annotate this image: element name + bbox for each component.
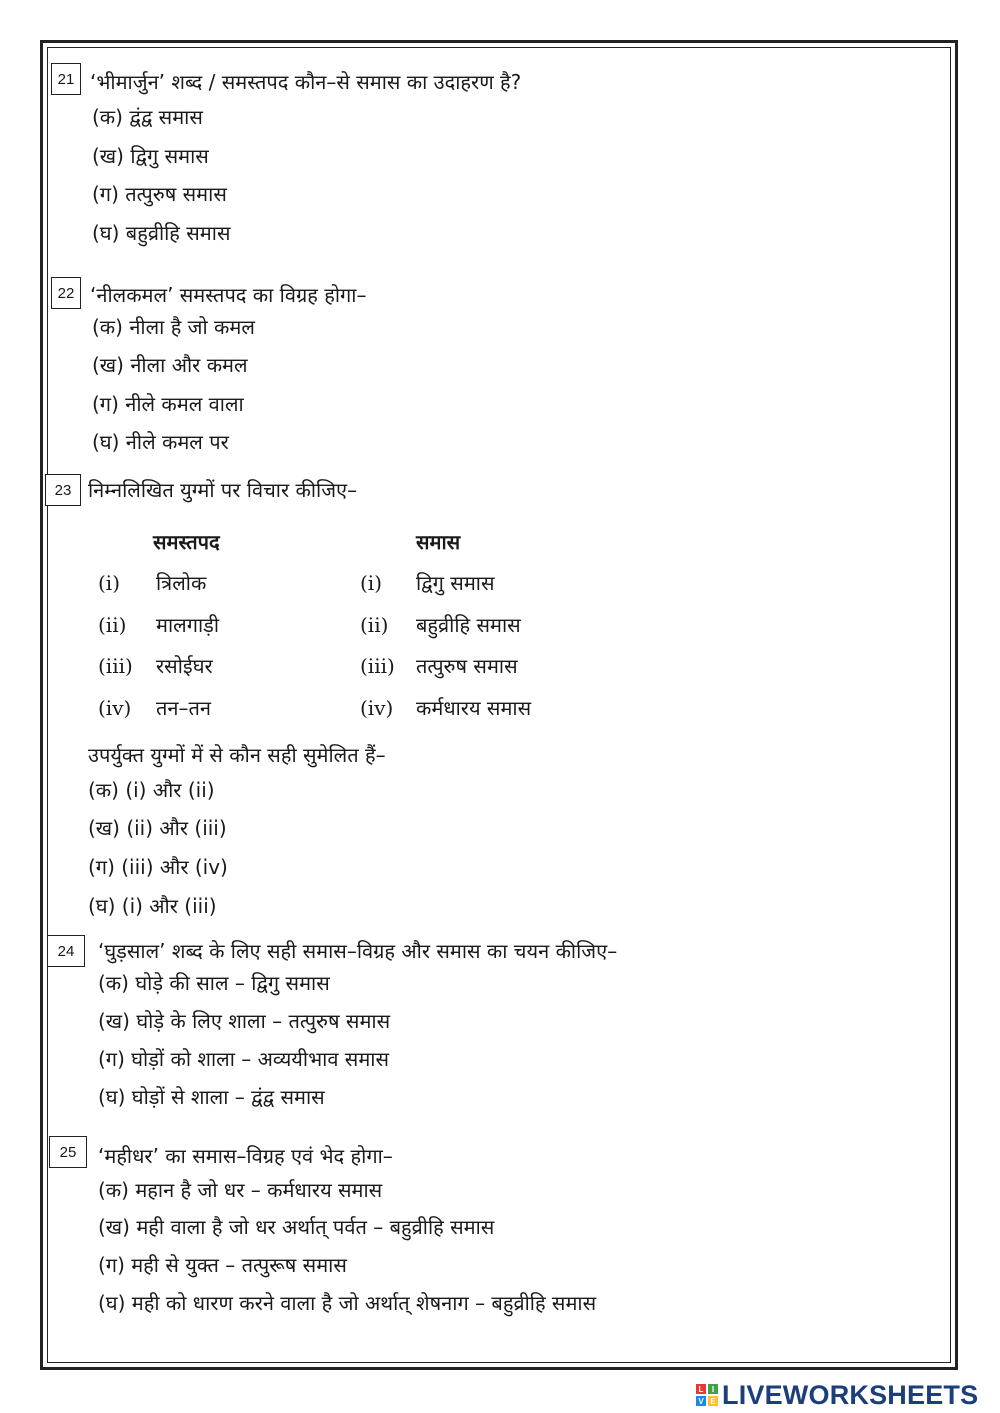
table-row-4-samas: कर्मधारय समास [416, 696, 532, 720]
table-row-1-samas: द्विगु समास [416, 571, 495, 595]
question-21-option-kha[interactable]: (ख) द्विगु समास [92, 144, 209, 168]
table-row-3-word: रसोईघर [156, 654, 213, 678]
question-24-text: ‘घुड़साल’ शब्द के लिए सही समास–विग्रह और समास का चयन कीजिए– [98, 939, 618, 963]
question-number-23: 23 [45, 474, 81, 506]
question-number-21: 21 [51, 63, 81, 95]
table-row-2-number: (ii) [98, 613, 127, 637]
table-row-2-word: मालगाड़ी [156, 613, 220, 637]
question-24-option-gha[interactable]: (घ) घोड़ों से शाला – द्वंद्व समास [98, 1085, 325, 1109]
liveworksheets-logo-icon [696, 1384, 718, 1406]
logo-letter-l: L [696, 1384, 706, 1394]
question-21-option-gha[interactable]: (घ) बहुव्रीहि समास [92, 221, 231, 245]
question-22-option-ka[interactable]: (क) नीला है जो कमल [92, 315, 255, 339]
table-row-4-number: (iv) [98, 696, 132, 720]
question-24-option-ga[interactable]: (ग) घोड़ों को शाला – अव्ययीभाव समास [98, 1047, 389, 1071]
question-21-option-ga[interactable]: (ग) तत्पुरुष समास [92, 182, 227, 206]
question-23-option-kha[interactable]: (ख) (ii) और (iii) [88, 816, 227, 840]
question-25-option-ga[interactable]: (ग) मही से युक्त – तत्पुरूष समास [98, 1253, 347, 1277]
question-23-option-ka[interactable]: (क) (i) और (ii) [88, 778, 215, 802]
question-22-option-gha[interactable]: (घ) नीले कमल पर [92, 430, 229, 454]
liveworksheets-branding [696, 1378, 994, 1412]
question-23-option-ga[interactable]: (ग) (iii) और (iv) [88, 855, 228, 879]
question-23-text: निम्नलिखित युग्मों पर विचार कीजिए– [88, 478, 358, 502]
table-row-1-number: (i) [98, 571, 121, 595]
table-header-samas: समास [416, 530, 461, 554]
question-24-option-ka[interactable]: (क) घोड़े की साल – द्विगु समास [98, 971, 330, 995]
question-number-22: 22 [51, 277, 81, 309]
question-22-option-ga[interactable]: (ग) नीले कमल वाला [92, 392, 244, 416]
table-row-3-number-right: (iii) [360, 654, 395, 678]
table-row-2-number-right: (ii) [360, 613, 389, 637]
table-header-samastpad: समस्तपद [153, 530, 220, 554]
question-21-text: ‘भीमार्जुन’ शब्द / समस्तपद कौन–से समास का उदाहरण है? [90, 70, 522, 94]
logo-letter-v: V [696, 1396, 706, 1406]
logo-letter-i: I [708, 1384, 718, 1394]
table-row-1-number-right: (i) [360, 571, 383, 595]
table-row-3-samas: तत्पुरुष समास [416, 654, 518, 678]
question-number-25: 25 [49, 1136, 87, 1168]
question-25-option-gha[interactable]: (घ) मही को धारण करने वाला है जो अर्थात् शेषनाग – बहुव्रीहि समास [98, 1291, 597, 1315]
question-25-text: ‘महीधर’ का समास–विग्रह एवं भेद होगा– [98, 1144, 393, 1168]
liveworksheets-brand-text: LIVEWORKSHEETS [722, 1379, 979, 1410]
question-22-text: ‘नीलकमल’ समस्तपद का विग्रह होगा– [90, 283, 367, 307]
table-row-2-samas: बहुव्रीहि समास [416, 613, 521, 637]
question-22-option-kha[interactable]: (ख) नीला और कमल [92, 353, 248, 377]
question-number-24: 24 [47, 935, 85, 967]
question-21-option-ka[interactable]: (क) द्वंद्व समास [92, 105, 203, 129]
question-23-option-gha[interactable]: (घ) (i) और (iii) [88, 894, 217, 918]
question-24-option-kha[interactable]: (ख) घोड़े के लिए शाला – तत्पुरुष समास [98, 1009, 391, 1033]
table-row-3-number: (iii) [98, 654, 133, 678]
table-row-1-word: त्रिलोक [156, 571, 207, 595]
table-row-4-word: तन–तन [156, 696, 211, 720]
table-row-4-number-right: (iv) [360, 696, 394, 720]
question-25-option-ka[interactable]: (क) महान है जो धर – कर्मधारय समास [98, 1178, 383, 1202]
question-25-option-kha[interactable]: (ख) मही वाला है जो धर अर्थात् पर्वत – बहुव्रीहि समास [98, 1215, 495, 1239]
question-23-subquestion: उपर्युक्त युग्मों में से कौन सही सुमेलित हैं– [88, 743, 386, 767]
logo-letter-e: E [708, 1396, 718, 1406]
